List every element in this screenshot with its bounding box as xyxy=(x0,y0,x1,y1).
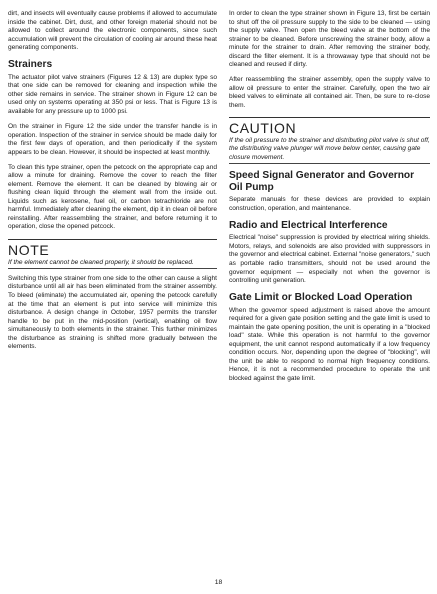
paragraph-radio-interference: Electrical "noise" suppression is provided by electrical wiring shields. Motors, relays, and solenoids are also provided with suppressors in the governor and electrical cabinet. External "noise generators," such as portable radio transmitters, should not be used around the governor equipment — especially not when the governor is controlling unit generation. xyxy=(229,234,430,285)
left-column xyxy=(8,10,217,358)
page-number: 18 xyxy=(214,579,223,586)
paragraph-switching: Switching this type strainer from one side to the other can cause a slight disturbance until all air has been eliminated from the strainer assembly. To bleed (eliminate) the accumulated air, opening the petcock carefully at the time that an element is put into service will minimize this disturbance. A design change in October, 1957 permits the transfer handle to be put in the mid-position (vertical), enabling oil flow simultaneously to both elements in the strainer. This further minimizes the disturbance as straining is shifted more gradually between the elements. xyxy=(8,274,217,351)
caution-rule xyxy=(229,117,430,118)
heading-speed-signal: Speed Signal Generator and Governor Oil Pump xyxy=(229,170,415,193)
right-column xyxy=(229,10,430,390)
heading-gate-limit: Gate Limit or Blocked Load Operation xyxy=(229,292,413,304)
heading-strainers: Strainers xyxy=(8,59,53,71)
note-title: NOTE xyxy=(8,241,50,258)
paragraph-figure13-cleaning: In order to clean the type strainer shown in Figure 13, first be certain to shut off the oil pressure supply to the side to be cleaned — using the supply valve. Then open the bleed valve at the bottom of the strainer to be cleaned. Before unscrewing the strainer body, allow a minute for the strainer to drain. After removing the strainer body, discard the filter element. It is a throwaway type that should not be cleaned and reused if dirty. xyxy=(229,10,430,69)
paragraph-speed-signal: Separate manuals for these devices are provided to explain construction, operation, and maintenance. xyxy=(229,196,430,212)
paragraph-reassembling: After reassembling the strainer assembly, open the supply valve to allow oil pressure to enter the strainer. Carefully, open the two air bleed valves to eliminate all contained air. Then, be sure to re-close them. xyxy=(229,76,430,109)
heading-radio-interference: Radio and Electrical Interference xyxy=(229,219,388,231)
paragraph-gate-limit: When the governor speed adjustment is raised above the amount required for a given gate position setting and the gate limit is used to maintain the gate opening position, the unit is operating in a "blocked load" state. While this operation is not harmful to the governor equipment, the unit cannot respond automatically if a low frequency condition occurs. Nor, depending upon the degree of "blocking", will the unit be able to respond to normal high frequency conditions. Hence, it is not a recommended procedure to operate the unit blocked against the gate limit. xyxy=(229,306,430,382)
note-text: If the element cannot be cleaned properly, it should be replaced. xyxy=(8,259,217,269)
paragraph-dirt: dirt, and insects will eventually cause problems if allowed to accumulate inside the cabinet. Dirt, dust, and other foreign material should not be allowed to collect around the electronic components, since such accumulation will prevent the circulation of cooling air around these heat generating components. xyxy=(8,10,217,52)
paragraph-inspection: On the strainer in Figure 12 the side under the transfer handle is in operation. Inspection of the strainer in service should be made daily for the first few days of operation, and then periodically if the system appears to be clean. However, it should be inspected at least monthly. xyxy=(8,122,217,156)
note-rule xyxy=(8,239,217,240)
paragraph-cleaning: To clean this type strainer, open the petcock on the appropriate cap and allow a minute for draining. Remove the cover to reach the filter element. Remove the element. It can be cleaned by blowing air or flushing clean liquid through the element wall from the inside out. Liquids such as kerosene, fuel oil, or carbon tetrachloride are not harmful. Immediately after cleaning the element, dip it in clean oil before reinstalling. After reassembling the strainer, and before returning it to operation, close the opened petcock. xyxy=(8,163,217,231)
paragraph-strainer-types: The actuator pilot valve strainers (Figures 12 & 13) are duplex type so that one side can be removed for cleaning and inspection while the other side remains in service. The strainer shown in Figure 12 can be used only on systems operating at 350 psi or less. That is Figure 13 is available for any pressure up to 1000 psi. xyxy=(8,73,217,115)
caution-title: CAUTION xyxy=(229,120,297,137)
caution-text: If the oil pressure to the strainer and distributing pilot valve is shut off, the distributing valve plunger will move below center, causing gate closure movement. xyxy=(229,137,430,164)
